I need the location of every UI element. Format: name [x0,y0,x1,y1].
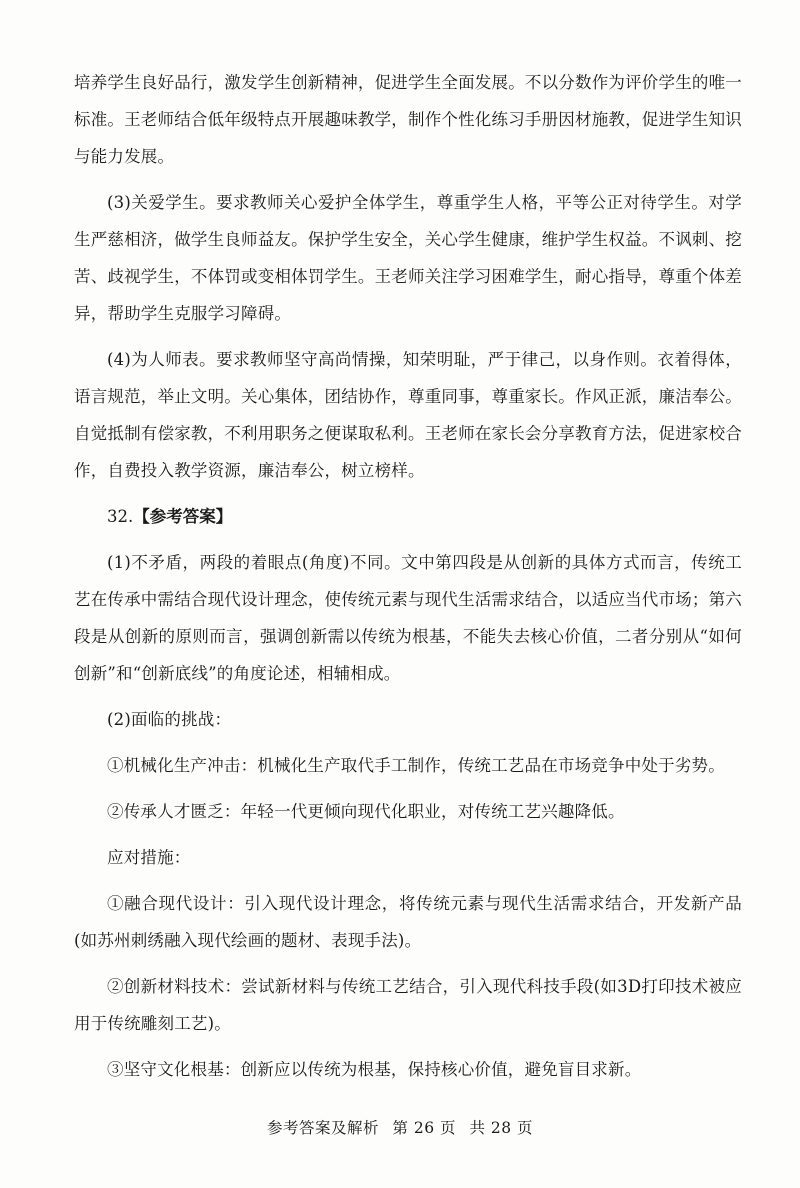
point-3-paragraph: (3)关爱学生。要求教师关心爱护全体学生，尊重学生人格，平等公正对待学生。对学生严慈相济，做学生良师益友。保护学生安全，关心学生健康，维护学生权益。不讽刺、挖苦、歧视学生，不体罚或变相体罚学生。王老师关注学习困难学生，耐心指导，尊重个体差异，帮助学生克服学习障碍。 [74,193,742,323]
answer-part-1: (1)不矛盾，两段的着眼点(角度)不同。文中第四段是从创新的具体方式而言，传统工艺在传承中需结合现代设计理念，使传统元素与现代生活需求结合，以适应当代市场；第六段是从创新的原则而言，强调创新需以传统为根基，不能失去核心价值，二者分别从“如何创新”和“创新底线”的角度论述，相辅相成。 [74,553,742,683]
measure-item-1: ①融合现代设计：引入现代设计理念，将传统元素与现代生活需求结合，开发新产品(如苏州刺绣融入现代绘画的题材、表现手法)。 [74,894,742,950]
continued-paragraph: 培养学生良好品行，激发学生创新精神，促进学生全面发展。不以分数作为评价学生的唯一标准。王老师结合低年级特点开展趣味教学，制作个性化练习手册因材施教，促进学生知识与能力发展。 [74,73,742,166]
point-4-paragraph: (4)为人师表。要求教师坚守高尚情操，知荣明耻，严于律己，以身作则。衣着得体，语言规范，举止文明。关心集体，团结协作，尊重同事，尊重家长。作风正派，廉洁奉公。自觉抵制有偿家教，不利用职务之便谋取私利。王老师在家长会分享教育方法，促进家校合作，自费投入教学资源，廉洁奉公，树立榜样。 [74,350,742,480]
page-footer [0,1116,800,1138]
challenge-item-2: ②传承人才匮乏：年轻一代更倾向现代化职业，对传统工艺兴趣降低。 [107,802,625,821]
footer-total-pages: 共 28 页 [469,1119,534,1137]
question-number: 32. [107,507,134,526]
challenges-heading: (2)面临的挑战： [107,710,232,729]
challenge-item-1: ①机械化生产冲击：机械化生产取代手工制作，传统工艺品在市场竞争中处于劣势。 [107,756,725,775]
page-content [74,64,742,1097]
question-32-heading [74,498,742,535]
reference-answer-label: 【参考答案】 [133,507,233,526]
measure-item-2: ②创新材料技术：尝试新材料与传统工艺结合，引入现代科技手段(如3D打印技术被应用于传统雕刻工艺)。 [74,977,742,1033]
measures-heading: 应对措施： [107,848,191,867]
footer-page-number: 第 26 页 [392,1119,456,1137]
footer-title: 参考答案及解析 [266,1119,379,1137]
measure-item-3: ③坚守文化根基：创新应以传统为根基，保持核心价值，避免盲目求新。 [107,1060,642,1079]
